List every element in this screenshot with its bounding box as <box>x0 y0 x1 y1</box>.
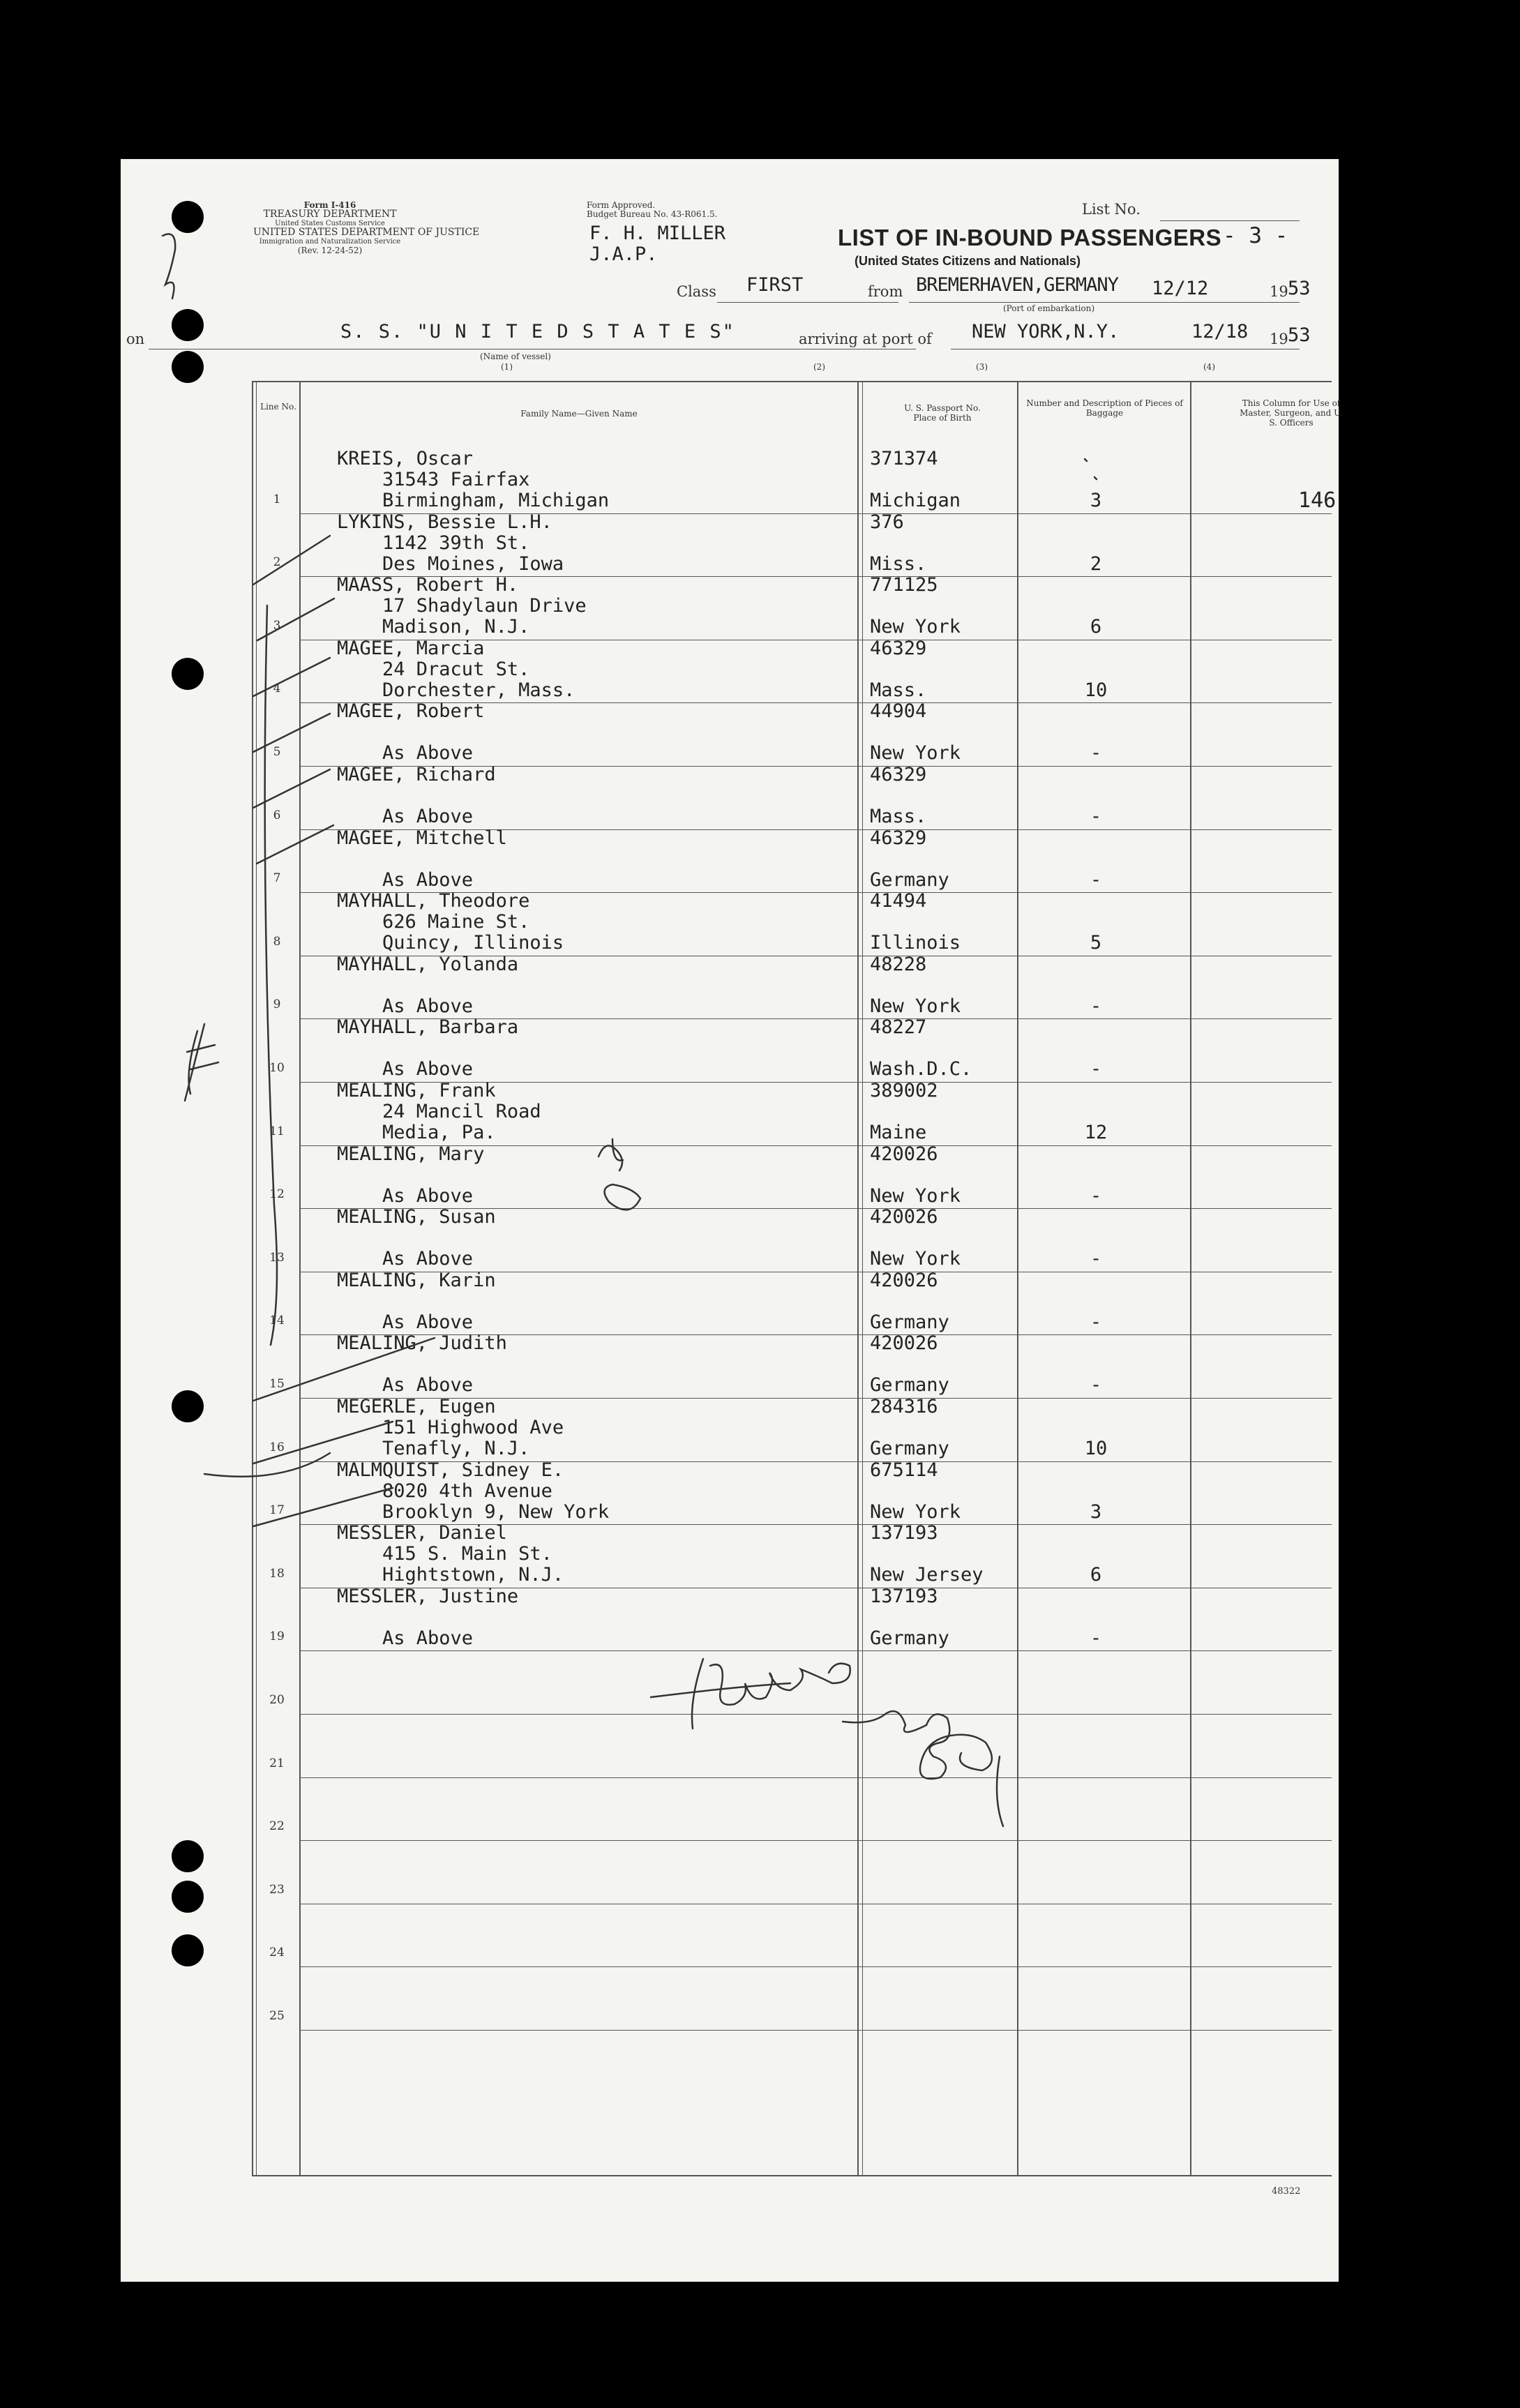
line-number: 16 <box>269 1440 285 1454</box>
passenger-name: LYKINS, Bessie L.H. <box>337 511 552 533</box>
passenger-address-line: 626 Maine St. <box>337 911 530 933</box>
line-number: 20 <box>269 1693 285 1707</box>
col-num-1: (1) <box>501 362 513 372</box>
arrival-date: 12/18 <box>1191 321 1249 343</box>
line-number: 3 <box>273 618 281 633</box>
line-number: 4 <box>273 682 281 696</box>
punch-hole <box>172 1390 204 1422</box>
baggage-count: - <box>1090 1311 1102 1333</box>
passenger-name: KREIS, Oscar <box>337 448 474 469</box>
row-divider <box>299 1714 1332 1715</box>
baggage-count: - <box>1090 1627 1102 1649</box>
baggage-count: 6 <box>1090 1564 1102 1586</box>
passenger-address-line: As Above <box>337 1058 474 1081</box>
list-number: - 3 - <box>1223 223 1288 248</box>
col-num-2: (2) <box>813 362 825 372</box>
line-number: 8 <box>273 934 281 949</box>
header-baggage: Number and Description of Pieces of Baggage <box>1026 398 1183 418</box>
punch-hole <box>172 201 204 233</box>
line-number: 2 <box>273 555 281 570</box>
officer-name: F. H. MILLER <box>589 223 726 244</box>
place-of-birth: New York <box>870 1500 961 1523</box>
baggage-count: 3 <box>1090 490 1102 511</box>
form-number: 48322 <box>1272 2186 1301 2197</box>
row-divider <box>299 1650 1332 1651</box>
place-of-birth: New York <box>870 742 961 765</box>
line-number: 19 <box>269 1630 285 1644</box>
passenger-name: MEALING, Karin <box>337 1269 496 1291</box>
passenger-address-line: 415 S. Main St. <box>337 1543 552 1565</box>
passport-number: 420026 <box>870 1269 938 1291</box>
officer-initials <box>589 223 725 265</box>
from-label: from <box>868 283 903 300</box>
passenger-address-line: 24 Dracut St. <box>337 658 530 680</box>
class-value: FIRST <box>746 274 804 296</box>
passport-number: 137193 <box>870 1585 938 1607</box>
arrival-year: 53 <box>1288 324 1311 346</box>
line-number: 12 <box>269 1187 285 1202</box>
line-number: 14 <box>269 1314 285 1328</box>
row-divider <box>299 1840 1332 1841</box>
line-number: 15 <box>269 1377 285 1391</box>
punch-hole <box>172 658 204 690</box>
baggage-count: - <box>1090 1374 1102 1397</box>
baggage-count: 2 <box>1090 552 1102 575</box>
line-number: 18 <box>269 1566 285 1581</box>
passport-number: 46329 <box>870 764 927 785</box>
embark-year: 53 <box>1288 278 1311 299</box>
arriving-label: arriving at port of <box>799 331 932 347</box>
passport-number: 41494 <box>870 890 927 912</box>
place-of-birth: New York <box>870 995 961 1017</box>
passenger-name: MESSLER, Daniel <box>337 1522 507 1544</box>
place-of-birth: New York <box>870 1184 961 1207</box>
col-num-3: (3) <box>976 362 988 372</box>
passenger-name: MEALING, Frank <box>337 1080 496 1101</box>
baggage-count: 10 <box>1084 679 1108 701</box>
agency-block <box>253 200 480 255</box>
passenger-address-line: Quincy, Illinois <box>337 932 564 954</box>
passenger-name: MALMQUIST, Sidney E. <box>337 1459 564 1481</box>
ins-service: Immigration and Naturalization Service <box>259 238 401 246</box>
passenger-address-line: As Above <box>337 1627 474 1649</box>
header-line-no: Line No. <box>260 402 296 412</box>
place-of-birth: Mass. <box>870 679 927 701</box>
header-officers: This Column for Use of Master, Surgeon, and U. S. Officers <box>1240 398 1343 428</box>
passenger-address-line: As Above <box>337 995 474 1017</box>
passport-number: 420026 <box>870 1332 938 1355</box>
vessel-caption: (Name of vessel) <box>480 352 551 361</box>
passenger-name: MAGEE, Mitchell <box>337 827 507 849</box>
passenger-address-line: 1142 39th St. <box>337 532 530 554</box>
place-of-birth: Illinois <box>870 932 961 954</box>
baggage-count: - <box>1090 1058 1102 1081</box>
vessel-name: S. S. "U N I T E D S T A T E S" <box>340 321 735 343</box>
passport-number: 44904 <box>870 700 927 723</box>
passenger-name: MAYHALL, Barbara <box>337 1016 519 1039</box>
passenger-name: MEALING, Judith <box>337 1332 507 1355</box>
passenger-address-line: As Above <box>337 1248 474 1270</box>
header-passport: U. S. Passport No. Place of Birth <box>904 403 981 423</box>
baggage-count: 5 <box>1090 932 1102 954</box>
passenger-address-line: As Above <box>337 1311 474 1333</box>
col-num-4: (4) <box>1203 362 1215 372</box>
place-of-birth: Germany <box>870 1374 949 1397</box>
justice-dept: UNITED STATES DEPARTMENT OF JUSTICE <box>253 227 480 238</box>
line-number: 13 <box>269 1250 285 1265</box>
passenger-name: MESSLER, Justine <box>337 1585 519 1607</box>
officer-initials-text: J.A.P. <box>589 243 658 265</box>
place-of-birth: Miss. <box>870 552 927 575</box>
passenger-address-line: Media, Pa. <box>337 1122 496 1143</box>
row-divider <box>299 2030 1332 2031</box>
line-number: 10 <box>269 1061 285 1075</box>
baggage-count: - <box>1090 1248 1102 1270</box>
passenger-address-line: Brooklyn 9, New York <box>337 1500 610 1523</box>
passport-number: 48227 <box>870 1016 927 1039</box>
embark-year-prefix: 19 <box>1270 283 1288 300</box>
place-of-birth: Germany <box>870 1438 949 1459</box>
line-number: 24 <box>269 1946 285 1960</box>
passenger-address-line: 8020 4th Avenue <box>337 1480 552 1502</box>
place-of-birth: Michigan <box>870 490 961 511</box>
passport-number: 389002 <box>870 1080 938 1101</box>
place-of-birth: Wash.D.C. <box>870 1058 972 1081</box>
line-number: 7 <box>273 871 281 886</box>
passport-number: 46329 <box>870 637 927 659</box>
line-number: 6 <box>273 808 281 822</box>
passenger-address-line: 31543 Fairfax <box>337 469 530 490</box>
passenger-name: MAGEE, Marcia <box>337 637 485 659</box>
passport-number: 137193 <box>870 1522 938 1544</box>
punch-hole <box>172 1840 204 1872</box>
passenger-name: MEALING, Mary <box>337 1143 485 1165</box>
embark-date: 12/12 <box>1152 278 1209 299</box>
on-label: on <box>126 331 145 347</box>
budget-line: Budget Bureau No. 43-R061.5. <box>587 209 718 219</box>
passport-number: 48228 <box>870 953 927 975</box>
baggage-count: - <box>1090 742 1102 765</box>
treasury-dept: TREASURY DEPARTMENT <box>263 209 397 220</box>
passenger-address-line: Madison, N.J. <box>337 616 530 638</box>
form-id: Form I-416 <box>303 200 356 210</box>
line-number: 11 <box>269 1124 285 1138</box>
form-title: LIST OF IN-BOUND PASSENGERS <box>838 225 1222 250</box>
punch-hole <box>172 1881 204 1913</box>
passport-number: 46329 <box>870 827 927 849</box>
passenger-address-line: Birmingham, Michigan <box>337 490 610 511</box>
row-divider <box>299 1966 1332 1967</box>
passport-number: 420026 <box>870 1143 938 1165</box>
approval-line: Form Approved. <box>587 200 656 210</box>
passenger-table <box>252 381 1343 2181</box>
passport-number: 376 <box>870 511 904 533</box>
passenger-address-line: Tenafly, N.J. <box>337 1438 530 1459</box>
baggage-count: - <box>1090 1184 1102 1207</box>
line-number: 5 <box>273 745 281 759</box>
passenger-name: MEALING, Susan <box>337 1206 496 1228</box>
passenger-name: MAYHALL, Yolanda <box>337 953 519 975</box>
passenger-address-line: As Above <box>337 742 474 765</box>
line-number: 21 <box>269 1756 285 1770</box>
passport-number: 771125 <box>870 574 938 596</box>
arrival-port: NEW YORK,N.Y. <box>972 321 1120 343</box>
baggage-count: 12 <box>1084 1122 1108 1143</box>
approval-block <box>587 201 717 219</box>
line-number: 17 <box>269 1503 285 1518</box>
place-of-birth: New York <box>870 1248 961 1270</box>
baggage-count: - <box>1090 806 1102 827</box>
passenger-name: MEGERLE, Eugen <box>337 1396 496 1417</box>
port-caption: (Port of embarkation) <box>1003 303 1095 313</box>
passenger-address-line: As Above <box>337 1184 474 1207</box>
officer-note: 146 <box>1298 488 1337 513</box>
passenger-address-line: As Above <box>337 1374 474 1397</box>
passenger-name: MAGEE, Richard <box>337 764 496 785</box>
arrival-year-prefix: 19 <box>1270 331 1288 347</box>
embark-port: BREMERHAVEN,GERMANY <box>916 274 1118 296</box>
passenger-address-line: Dorchester, Mass. <box>337 679 575 701</box>
punch-hole <box>172 351 204 383</box>
baggage-count: 3 <box>1090 1500 1102 1523</box>
class-label: Class <box>677 283 716 300</box>
baggage-count: 6 <box>1090 616 1102 638</box>
line-number: 23 <box>269 1882 285 1897</box>
place-of-birth: Germany <box>870 868 949 891</box>
place-of-birth: Mass. <box>870 806 927 827</box>
passport-number: 420026 <box>870 1206 938 1228</box>
customs-service: United States Customs Service <box>275 220 385 227</box>
line-number: 1 <box>273 492 281 506</box>
baggage-count: - <box>1090 868 1102 891</box>
revision: (Rev. 12-24-52) <box>297 246 363 255</box>
passenger-address-line: 151 Highwood Ave <box>337 1417 564 1438</box>
passenger-name: MAASS, Robert H. <box>337 574 519 596</box>
row-divider <box>299 1777 1332 1778</box>
passenger-address-line: 17 Shadylaun Drive <box>337 595 587 617</box>
line-number: 22 <box>269 1819 285 1834</box>
form-subtitle: (United States Citizens and Nationals) <box>855 254 1081 268</box>
passenger-address-line: 24 Mancil Road <box>337 1101 541 1122</box>
place-of-birth: Maine <box>870 1122 927 1143</box>
passport-number: 675114 <box>870 1459 938 1481</box>
passenger-address-line: As Above <box>337 806 474 827</box>
punch-hole <box>172 309 204 341</box>
line-number: 25 <box>269 2009 285 2023</box>
line-number: 9 <box>273 998 281 1012</box>
place-of-birth: Germany <box>870 1627 949 1649</box>
list-no-label: List No. <box>1082 201 1141 218</box>
passenger-name: MAGEE, Robert <box>337 700 485 723</box>
passenger-address-line: As Above <box>337 868 474 891</box>
place-of-birth: New Jersey <box>870 1564 984 1586</box>
baggage-count: - <box>1090 995 1102 1017</box>
passenger-address-line: Hightstown, N.J. <box>337 1564 564 1586</box>
baggage-count: 10 <box>1084 1438 1108 1459</box>
passport-number: 284316 <box>870 1396 938 1417</box>
passport-number: 371374 <box>870 448 938 469</box>
place-of-birth: Germany <box>870 1311 949 1333</box>
passenger-name: MAYHALL, Theodore <box>337 890 530 912</box>
manifest-sheet <box>121 159 1343 2282</box>
passenger-address-line: Des Moines, Iowa <box>337 552 564 575</box>
header-name: Family Name—Given Name <box>520 409 638 419</box>
punch-hole <box>172 1934 204 1966</box>
place-of-birth: New York <box>870 616 961 638</box>
